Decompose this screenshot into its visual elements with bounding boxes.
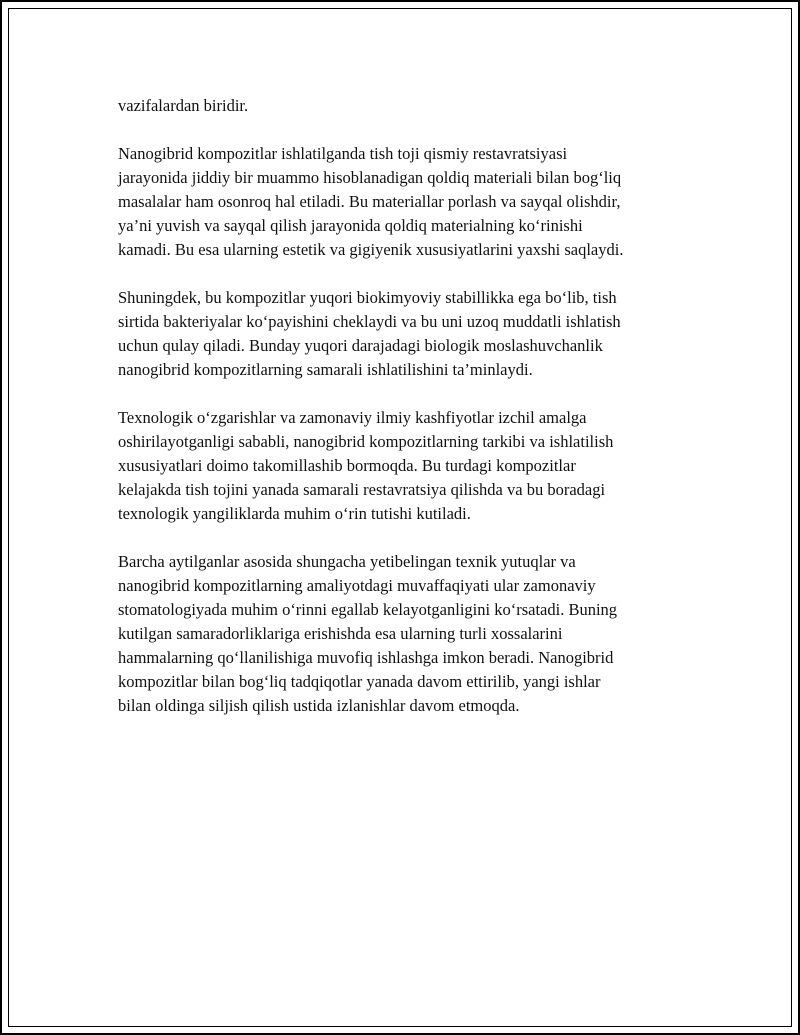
text-line: masalalar ham osonroq hal etiladi. Bu materiallar porlash va sayqal olishdir, [118, 192, 621, 211]
document-body [118, 94, 698, 742]
paragraph-4 [118, 406, 698, 526]
text-line: sirtida bakteriyalar ko‘payishini cheklaydi va bu uni uzoq muddatli ishlatish [118, 312, 621, 331]
text-line: nanogibrid kompozitlarning samarali ishlatilishini ta’minlaydi. [118, 360, 533, 379]
paragraph-3 [118, 286, 698, 382]
text-line: stomatologiyada muhim o‘rinni egallab kelayotganligini ko‘rsatadi. Buning [118, 600, 618, 619]
paragraph-1 [118, 94, 698, 118]
paragraph-5 [118, 550, 698, 718]
text-line: texnologik yangiliklarda muhim o‘rin tutishi kutiladi. [118, 504, 471, 523]
paragraph-2 [118, 142, 698, 262]
text-line: Texnologik o‘zgarishlar va zamonaviy ilmiy kashfiyotlar izchil amalga [118, 408, 587, 427]
text-line: jarayonida jiddiy bir muammo hisoblanadigan qoldiq materiali bilan bog‘liq [118, 168, 622, 187]
text-line: kelajakda tish tojini yanada samarali restavratsiya qilishda va bu boradagi [118, 480, 606, 499]
text-line: xususiyatlari doimo takomillashib bormoqda. Bu turdagi kompozitlar [118, 456, 576, 475]
text-line: oshirilayotganligi sababli, nanogibrid kompozitlarning tarkibi va ishlatilish [118, 432, 614, 451]
text-line: bilan oldinga siljish qilish ustida izlanishlar davom etmoqda. [118, 696, 520, 715]
text-line: Barcha aytilganlar asosida shungacha yetibelingan texnik yutuqlar va [118, 552, 576, 571]
text-line: Nanogibrid kompozitlar ishlatilganda tish toji qismiy restavratsiyasi [118, 144, 568, 163]
text-line: kutilgan samaradorliklariga erishishda esa ularning turli xossalarini [118, 624, 563, 643]
text-line: hammalarning qo‘llanilishiga muvofiq ishlashga imkon beradi. Nanogibrid [118, 648, 614, 667]
text-line: vazifalardan biridir. [118, 96, 249, 115]
text-line: kamadi. Bu esa ularning estetik va gigiyenik xususiyatlarini yaxshi saqlaydi. [118, 240, 624, 259]
text-line: ya’ni yuvish va sayqal qilish jarayonida qoldiq materialning ko‘rinishi [118, 216, 583, 235]
text-line: Shuningdek, bu kompozitlar yuqori biokimyoviy stabillikka ega bo‘lib, tish [118, 288, 617, 307]
text-line: nanogibrid kompozitlarning amaliyotdagi muvaffaqiyati ular zamonaviy [118, 576, 596, 595]
text-line: kompozitlar bilan bog‘liq tadqiqotlar yanada davom ettirilib, yangi ishlar [118, 672, 601, 691]
text-line: uchun qulay qiladi. Bunday yuqori darajadagi biologik moslashuvchanlik [118, 336, 603, 355]
